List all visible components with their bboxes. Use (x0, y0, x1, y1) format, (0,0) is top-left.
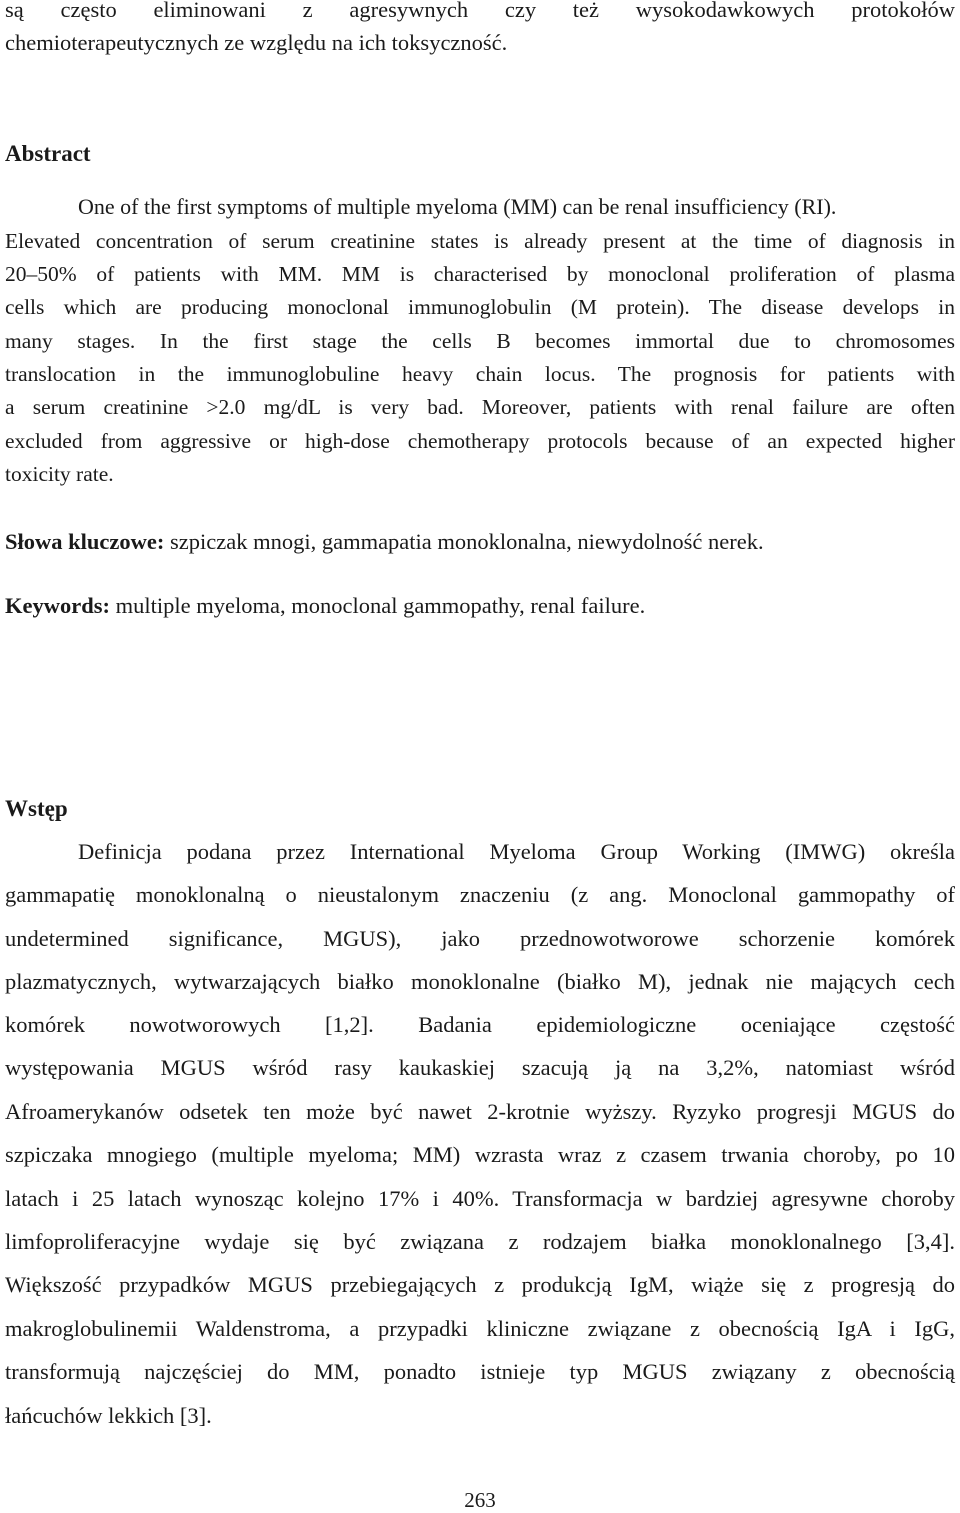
abstract-line: 20–50% of patients with MM. MM is characterised by monoclonal proliferation of plasma (5, 262, 955, 286)
intro-line: Większość przypadków MGUS przebiegających z produkcją IgM, wiąże się z progresją do (5, 1272, 955, 1297)
intro-line: występowania MGUS wśród rasy kaukaskiej szacują ją na 3,2%, natomiast wśród (5, 1055, 955, 1080)
keywords-en-text: multiple myeloma, monoclonal gammopathy, renal failure. (110, 593, 646, 618)
abstract-line: cells which are producing monoclonal immunoglobulin (M protein). The disease develops in (5, 295, 955, 319)
abstract-heading: Abstract (5, 141, 91, 166)
intro-line: transformują najczęściej do MM, ponadto istnieje typ MGUS związany z obecnością (5, 1359, 955, 1384)
text-line: chemioterapeutycznych ze względu na ich toksyczność. (5, 30, 508, 55)
keywords-en (5, 592, 955, 620)
intro-line: plazmatycznych, wytwarzających białko monoklonalne (białko M), jednak nie mających cech (5, 969, 955, 994)
intro-line: limfoproliferacyjne wydaje się być związana z rodzajem białka monoklonalnego [3,4]. (5, 1229, 955, 1254)
intro-line: Definicja podana przez International Myeloma Group Working (IMWG) określa (78, 839, 955, 864)
abstract-line: translocation in the immunoglobuline heavy chain locus. The prognosis for patients with (5, 362, 955, 386)
intro-heading: Wstęp (5, 796, 68, 821)
keywords-pl (5, 528, 955, 556)
abstract-line: toxicity rate. (5, 462, 114, 486)
intro-line: makroglobulinemii Waldenstroma, a przypadki kliniczne związane z obecnością IgA i IgG, (5, 1316, 955, 1341)
abstract-line: excluded from aggressive or high-dose chemotherapy protocols because of an expected higher (5, 429, 955, 453)
intro-line: gammapatię monoklonalną o nieustalonym znaczeniu (z ang. Monoclonal gammopathy of (5, 882, 955, 907)
intro-line: łańcuchów lekkich [3]. (5, 1403, 212, 1428)
intro-line: latach i 25 latach wynosząc kolejno 17% i 40%. Transformacja w bardziej agresywne choroby (5, 1186, 955, 1211)
intro-line: komórek nowotworowych [1,2]. Badania epidemiologiczne oceniające częstość (5, 1012, 955, 1037)
abstract-line: many stages. In the first stage the cells B becomes immortal due to chromosomes (5, 329, 955, 353)
abstract-line: Elevated concentration of serum creatinine states is already present at the time of diagnosis in (5, 229, 955, 253)
keywords-en-label: Keywords: (5, 593, 110, 618)
abstract-line: a serum creatinine >2.0 mg/dL is very bad. Moreover, patients with renal failure are often (5, 395, 955, 419)
page-number: 263 (464, 1488, 496, 1512)
intro-line: Afroamerykanów odsetek ten może być nawet 2-krotnie wyższy. Ryzyko progresji MGUS do (5, 1099, 955, 1124)
intro-line: undetermined significance, MGUS), jako przednowotworowe schorzenie komórek (5, 926, 955, 951)
keywords-pl-label: Słowa kluczowe: (5, 529, 165, 554)
text-line: są często eliminowani z agresywnych czy też wysokodawkowych protokołów (5, 0, 955, 22)
intro-line: szpiczaka mnogiego (multiple myeloma; MM) wzrasta wraz z czasem trwania choroby, po 10 (5, 1142, 955, 1167)
keywords-pl-text: szpiczak mnogi, gammapatia monoklonalna, niewydolność nerek. (164, 529, 764, 554)
abstract-line: One of the first symptoms of multiple myeloma (MM) can be renal insufficiency (RI). (78, 194, 837, 219)
